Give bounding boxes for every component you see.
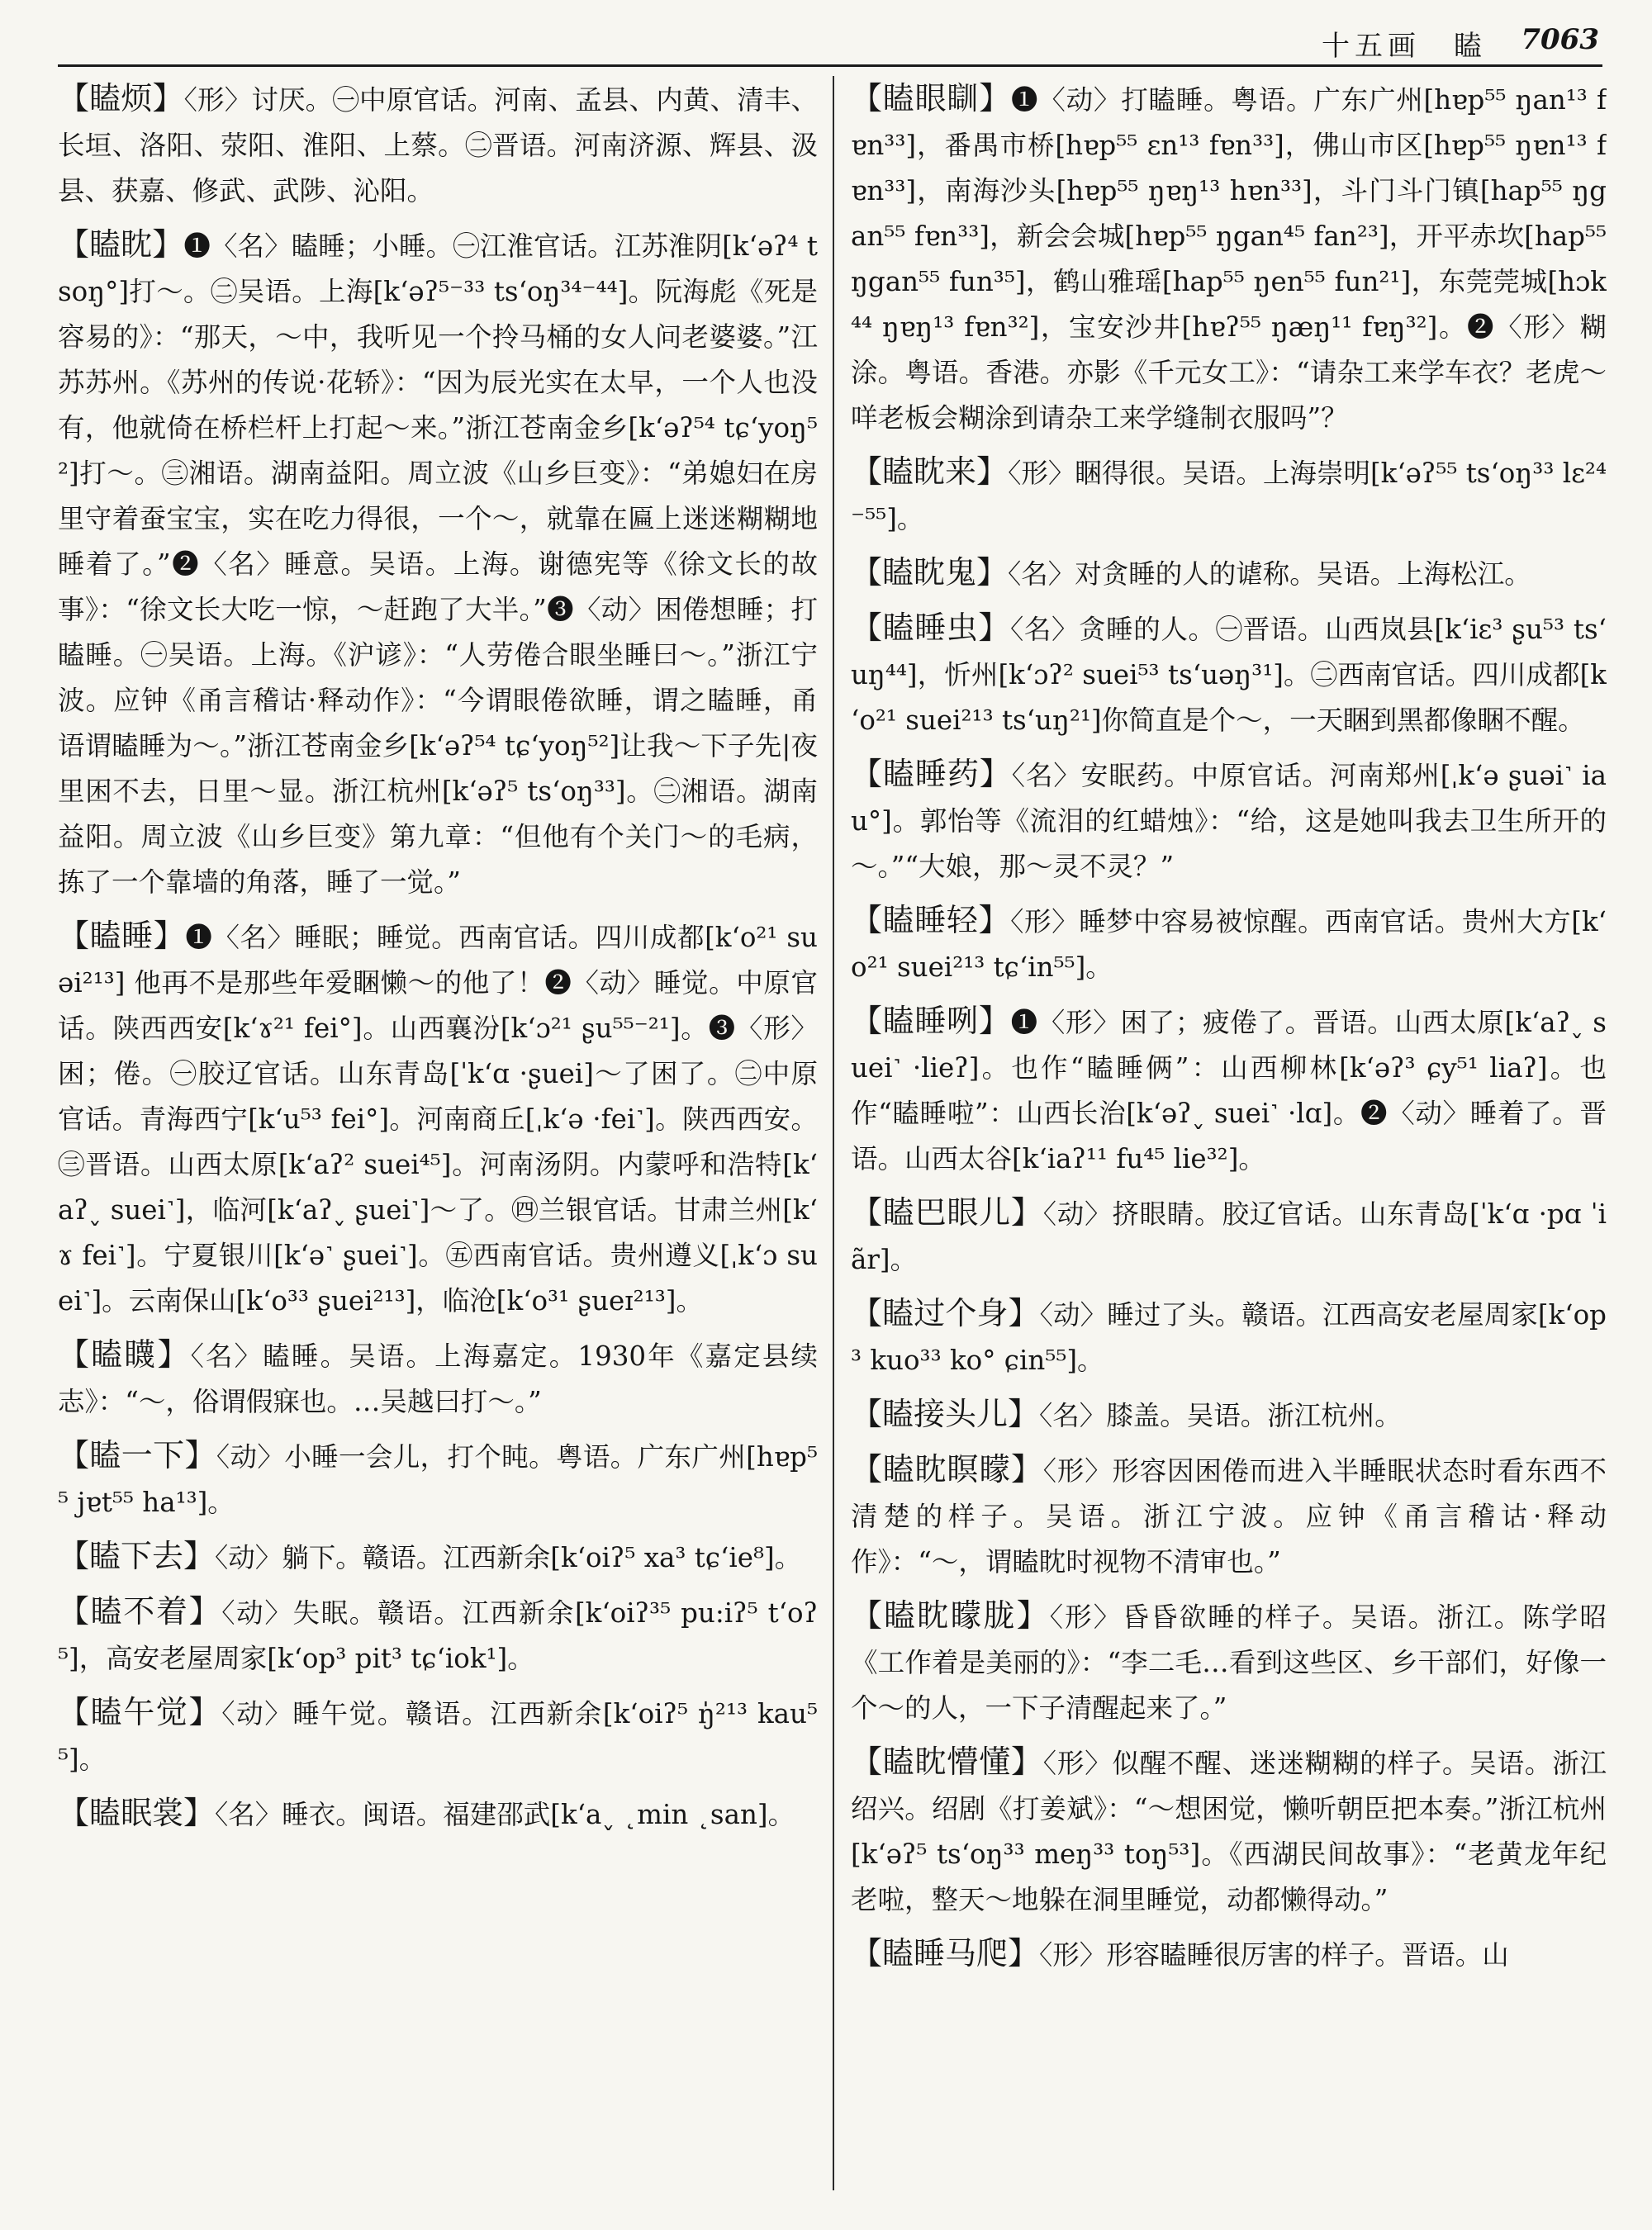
entry-headword: 【瞌眈矇胧】 [851,1597,1050,1634]
entry-definition: 〈名〉安眠药。中原官话。河南郑州[ˌkʻə ʂuəi˺ iau°]。郭怡等《流泪的红蜡烛》：“给，这是她叫我去卫生所开的～。”“大娘，那～灵不灵？” [851,760,1607,882]
entry-definition: ❶〈动〉打瞌睡。粤语。广东广州[hɐp⁵⁵ ŋan¹³ fɐn³³]，番禺市桥[hɐp⁵⁵ ɛn¹³ fɐn³³]，佛山市区[hɐp⁵⁵ ŋɐn¹³ fɐn³³]，南海沙头[hɐp⁵⁵ ŋɐŋ¹³ hɐn³³]，斗门斗门镇[hap⁵⁵ ŋgan⁵⁵ fɐn³³]，新会会城[hɐp⁵⁵ ŋgan⁴⁵ fan²³]，开平赤坎[hap⁵⁵ ŋgan⁵⁵ fun³⁵]，鹤山雅瑶[hap⁵⁵ ŋen⁵⁵ fun²¹]，东莞莞城[hɔk⁴⁴ ŋɐŋ¹³ fɐn³²]，宝安沙井[hɐʔ⁵⁵ ŋæŋ¹¹ fɐŋ³²]。❷〈形〉糊涂。粤语。香港。亦影《千元女工》：“请杂工来学车衣？老虎～咩老板会糊涂到请杂工来学缝制衣服吗”？ [851,84,1607,434]
entry-headword: 【瞌睡】 [58,918,186,954]
entry-definition: 〈动〉失眠。赣语。江西新余[kʻoiʔ³⁵ pu:iʔ⁵ tʻoʔ⁵]，高安老屋周家[kʻop³ pit³ tɕʻiok¹]。 [58,1597,818,1674]
entry-headword: 【瞌眈瞑矇】 [851,1451,1043,1487]
entry-definition: 〈动〉躺下。赣语。江西新余[kʻoiʔ⁵ xa³ tɕʻie⁸]。 [215,1542,802,1573]
dictionary-entry [58,1433,818,1525]
entry-headword: 【瞌睡咧】 [851,1003,1011,1039]
page-header [58,18,1602,67]
dictionary-entry [851,1291,1607,1383]
entry-definition: 〈形〉形容瞌睡很厉害的样子。晋语。山 [1039,1939,1509,1971]
entry-headword: 【瞌巴眼儿】 [851,1194,1043,1231]
entry-headword: 【瞌一下】 [58,1437,216,1473]
dictionary-entry [851,898,1607,990]
entry-headword: 【瞌下去】 [58,1538,216,1574]
entry-definition: ❶〈名〉瞌睡；小睡。㊀江淮官话。江苏淮阴[kʻəʔ⁴ tsoŋ°]打～。㊁吴语。上海[kʻəʔ⁵⁻³³ tsʻoŋ³⁴⁻⁴⁴]。阮海彪《死是容易的》：“那天，～中，我听见一个拎马桶的女人问老婆婆。”江苏苏州。《苏州的传说·花轿》：“因为辰光实在太早，一个人也没有，他就倚在桥栏杆上打起～来。”浙江苍南金乡[kʻəʔ⁵⁴ tɕʻyoŋ⁵²]打～。㊂湘语。湖南益阳。周立波《山乡巨变》：“弟媳妇在房里守着蚕宝宝，实在吃力得很，一个～，就靠在匾上迷迷糊糊地睡着了。”❷〈名〉睡意。吴语。上海。谢德宪等《徐文长的故事》：“徐文长大吃一惊，～赶跑了大半。”❸〈动〉困倦想睡；打瞌睡。㊀吴语。上海。《沪谚》：“人劳倦合眼坐睡曰～。”浙江宁波。应钟《甬言稽诂·释动作》：“今谓眼倦欲睡，谓之瞌睡，甬语谓瞌睡为～。”浙江苍南金乡[kʻəʔ⁵⁴ tɕʻyoŋ⁵²]让我～下子先|夜里困不去，日里～显。浙江杭州[kʻəʔ⁵ tsʻoŋ³³]。㊁湘语。湖南益阳。周立波《山乡巨变》第九章：“但他有个关门～的毛病，拣了一个靠墙的角落，睡了一觉。” [58,230,818,898]
entry-definition: 〈形〉讨厌。㊀中原官话。河南、孟县、内黄、清丰、长垣、洛阳、荥阳、淮阳、上蔡。㊁晋语。河南济源、辉县、汲县、获嘉、修武、武陟、沁阳。 [58,84,818,206]
entry-headword: 【瞌接头儿】 [851,1396,1040,1432]
page-number: 7063 [1521,23,1599,56]
entry-headword: 【瞌睡轻】 [851,902,1011,938]
dictionary-entry [851,1593,1607,1731]
dictionary-entry [851,999,1607,1182]
entry-headword: 【瞌眈鬼】 [851,554,1009,591]
entry-definition: ❶〈名〉睡眠；睡觉。西南官话。四川成都[kʻo²¹ suəi²¹³] 他再不是那些年爱睏懒～的他了！❷〈动〉睡觉。中原官话。陕西西安[kʻɤ²¹ fei°]。山西襄汾[kʻɔ²¹ ʂu⁵⁵⁻²¹]。❸〈形〉困；倦。㊀胶辽官话。山东青岛[ˈkʻɑ ·ʂuei]～了困了。㊁中原官话。青海西宁[kʻu⁵³ fei°]。河南商丘[ˌkʻə ·fei˺]。陕西西安。㊂晋语。山西太原[kʻaʔ² suei⁴⁵]。河南汤阴。内蒙呼和浩特[kʻaʔ˯ suei˺]，临河[kʻaʔ˯ ʂuei˺]～了。㊃兰银官话。甘肃兰州[kʻɤ fei˺]。宁夏银川[kʻə˺ ʂuei˺]。㊄西南官话。贵州遵义[ˌkʻɔ suei˺]。云南保山[kʻo³³ ʂuei²¹³]，临沧[kʻo³¹ ʂueɪ²¹³]。 [58,922,818,1317]
column-divider [833,76,834,2190]
entry-headword: 【瞌不着】 [58,1593,222,1630]
entry-headword: 【瞌过个身】 [851,1295,1040,1331]
entry-headword: 【瞌眈懵懂】 [851,1744,1043,1780]
entry-definition: 〈形〉昏昏欲睡的样子。吴语。浙江。陈学昭《工作着是美丽的》：“李二毛…看到这些区、乡干部们，好像一个～的人，一下子清醒起来了。” [851,1601,1607,1724]
dictionary-entry [851,1447,1607,1585]
dictionary-entry [58,1589,818,1682]
entry-headword: 【瞌眠裳】 [58,1795,216,1831]
entry-headword: 【瞌睡药】 [851,756,1012,792]
dictionary-entry [851,449,1607,542]
left-column [58,76,818,2215]
entry-definition: 〈动〉挤眼睛。胶辽官话。山东青岛[ˈkʻɑ ·pɑ ˈiãr]。 [851,1198,1607,1275]
section-title: 十五画 瞌 [1322,30,1487,63]
entry-headword: 【瞌眈】 [58,226,184,263]
entry-definition: 〈形〉形容因困倦而进入半睡眠状态时看东西不清楚的样子。吴语。浙江宁波。应钟《甬言稽诂·释动作》：“～，谓瞌眈时视物不清审也。” [851,1455,1607,1578]
entry-definition: 〈名〉贪睡的人。㊀晋语。山西岚县[kʻiɛ³ ʂu⁵³ tsʻuŋ⁴⁴]，忻州[kʻɔʔ² suei⁵³ tsʻuəŋ³¹]。㊁西南官话。四川成都[kʻo²¹ suei²¹³ tsʻuŋ²¹]你简直是个～，一天睏到黑都像睏不醒。 [851,614,1607,736]
dictionary-entry [58,76,818,214]
dictionary-entry [58,913,818,1324]
entry-definition: 〈形〉睡梦中容易被惊醒。西南官话。贵州大方[kʻo²¹ suei²¹³ tɕʻin⁵⁵]。 [851,906,1607,983]
right-column [851,76,1607,2215]
entry-definition: 〈名〉瞌睡。吴语。上海嘉定。1930年《嘉定县续志》：“～，俗谓假寐也。…吴越曰打～。” [58,1340,818,1417]
entry-definition: ❶〈形〉困了；疲倦了。晋语。山西太原[kʻaʔ˯ suei˺ ·lieʔ]。也作“瞌睡俩”：山西柳林[kʻəʔ³ ɕy⁵¹ liaʔ]。也作“瞌睡啦”：山西长治[kʻəʔ˯ suei˺ ·lɑ]。❷〈动〉睡着了。晋语。山西太谷[kʻiaʔ¹¹ fu⁴⁵ lie³²]。 [851,1007,1607,1174]
entry-headword: 【瞌烦】 [58,80,184,116]
entry-definition: 〈名〉对贪睡的人的谑称。吴语。上海松江。 [1008,558,1531,590]
entry-headword: 【瞌午觉】 [58,1694,222,1730]
dictionary-entry [851,752,1607,890]
entry-definition: 〈动〉小睡一会儿，打个盹。粤语。广东广州[hɐp⁵⁵ jɐt⁵⁵ ha¹³]。 [58,1441,818,1518]
dictionary-entry [851,605,1607,743]
dictionary-entry [851,1190,1607,1283]
entry-definition: 〈名〉睡衣。闽语。福建邵武[kʻa˯ ˛min ˛san]。 [215,1799,795,1830]
entry-definition: 〈名〉膝盖。吴语。浙江杭州。 [1039,1400,1402,1431]
entry-definition: 〈形〉睏得很。吴语。上海崇明[kʻəʔ⁵⁵ tsʻoŋ³³ lɛ²⁴⁻⁵⁵]。 [851,458,1607,534]
dictionary-entry [851,550,1607,597]
entry-definition: 〈动〉睡午觉。赣语。江西新余[kʻoiʔ⁵ ŋ̍²¹³ kau⁵⁵]。 [58,1698,818,1775]
dictionary-entry [58,1791,818,1838]
dictionary-entry [58,222,818,905]
dictionary-entry [851,1392,1607,1439]
entry-headword: 【瞌眈来】 [851,453,1009,490]
dictionary-entry [58,1690,818,1782]
dictionary-entry [58,1534,818,1581]
dictionary-entry [851,76,1607,441]
entry-headword: 【瞌睡马爬】 [851,1935,1040,1971]
entry-headword: 【瞌睡虫】 [851,610,1011,646]
entry-headword: 【瞌眼瞓】 [851,80,1012,116]
entry-definition: 〈动〉睡过了头。赣语。江西高安老屋周家[kʻop³ kuo³³ ko° ɕin⁵⁵]。 [851,1299,1607,1376]
dictionary-entry [851,1739,1607,1923]
dictionary-entry [58,1332,818,1425]
entry-headword: 【瞌䁾】 [58,1336,191,1373]
dictionary-entry [851,1931,1607,1978]
entry-definition: 〈形〉似醒不醒、迷迷糊糊的样子。吴语。浙江绍兴。绍剧《打姜斌》：“～想困觉，懒听朝臣把本奏。”浙江杭州[kʻəʔ⁵ tsʻoŋ³³ meŋ³³ toŋ⁵³]。《西湖民间故事》：“老黄龙年纪老啦，整天～地躲在洞里睡觉，动都懒得动。” [851,1748,1607,1915]
